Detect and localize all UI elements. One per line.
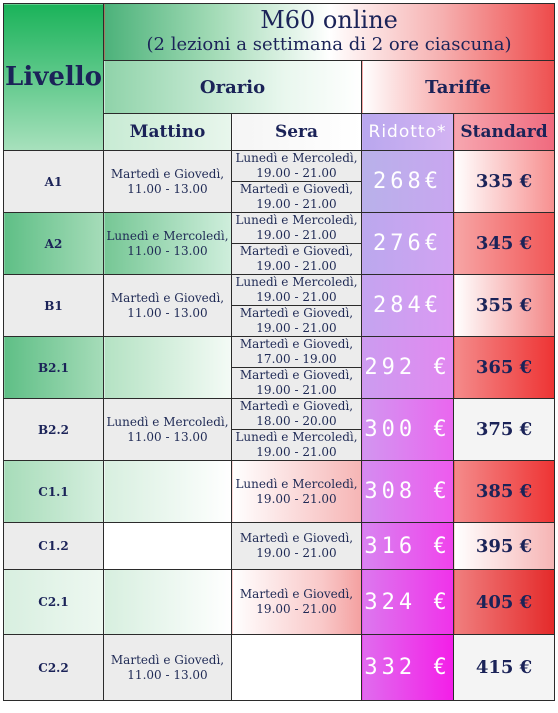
mattino-cell: Lunedì e Mercoledì, 11.00 - 13.00	[104, 399, 232, 461]
header-livello: Livello	[4, 4, 104, 151]
table-row	[4, 213, 555, 244]
sera-cell	[232, 635, 362, 701]
sera-cell: Martedì e Giovedì, 19.00 - 21.00	[232, 182, 362, 213]
standard-price: 385 €	[454, 461, 555, 523]
standard-price: 375 €	[454, 399, 555, 461]
sera-cell: Martedì e Giovedì, 18.00 - 20.00	[232, 399, 362, 430]
table-row	[4, 337, 555, 368]
mattino-cell	[104, 570, 232, 635]
standard-price: 345 €	[454, 213, 555, 275]
standard-price: 395 €	[454, 523, 555, 570]
header-tariffe: Tariffe	[362, 61, 555, 114]
table-row	[4, 275, 555, 306]
table-row	[4, 399, 555, 430]
level-cell: A1	[4, 151, 104, 213]
title-text: M60 online	[260, 6, 398, 34]
ridotto-price: 316 €	[362, 523, 454, 570]
level-cell: B1	[4, 275, 104, 337]
ridotto-price: 332 €	[362, 635, 454, 701]
sera-cell: Lunedì e Mercoledì, 19.00 - 21.00	[232, 213, 362, 244]
header-mattino: Mattino	[104, 114, 232, 151]
table-row	[4, 151, 555, 182]
sera-cell: Martedì e Giovedì, 19.00 - 21.00	[232, 244, 362, 275]
table-title	[104, 4, 555, 61]
level-cell: C1.2	[4, 523, 104, 570]
sera-cell: Lunedì e Mercoledì, 19.00 - 21.00	[232, 461, 362, 523]
sera-cell: Lunedì e Mercoledì, 19.00 - 21.00	[232, 275, 362, 306]
table-row	[4, 461, 555, 523]
sera-cell: Martedì e Giovedì, 19.00 - 21.00	[232, 368, 362, 399]
level-cell: C1.1	[4, 461, 104, 523]
mattino-cell	[104, 461, 232, 523]
level-cell: B2.2	[4, 399, 104, 461]
price-table	[3, 3, 555, 701]
header-ridotto: Ridotto*	[362, 114, 454, 151]
subtitle-text: (2 lezioni a settimana di 2 ore ciascuna)	[146, 34, 512, 55]
sera-cell: Martedì e Giovedì, 19.00 - 21.00	[232, 306, 362, 337]
level-cell: B2.1	[4, 337, 104, 399]
ridotto-price: 276€	[362, 213, 454, 275]
sera-cell: Martedì e Giovedì, 19.00 - 21.00	[232, 570, 362, 635]
mattino-cell: Martedì e Giovedì, 11.00 - 13.00	[104, 635, 232, 701]
ridotto-price: 292 €	[362, 337, 454, 399]
standard-price: 335 €	[454, 151, 555, 213]
standard-price: 405 €	[454, 570, 555, 635]
table-row	[4, 635, 555, 701]
sera-cell: Lunedì e Mercoledì, 19.00 - 21.00	[232, 151, 362, 182]
standard-price: 365 €	[454, 337, 555, 399]
ridotto-price: 284€	[362, 275, 454, 337]
level-cell: A2	[4, 213, 104, 275]
header-orario: Orario	[104, 61, 362, 114]
mattino-cell	[104, 337, 232, 399]
sera-cell: Lunedì e Mercoledì, 19.00 - 21.00	[232, 430, 362, 461]
level-cell: C2.1	[4, 570, 104, 635]
level-cell: C2.2	[4, 635, 104, 701]
sera-cell: Martedì e Giovedì, 17.00 - 19.00	[232, 337, 362, 368]
sera-cell: Martedì e Giovedì, 19.00 - 21.00	[232, 523, 362, 570]
table-row	[4, 570, 555, 635]
mattino-cell: Martedì e Giovedì, 11.00 - 13.00	[104, 151, 232, 213]
ridotto-price: 268€	[362, 151, 454, 213]
standard-price: 415 €	[454, 635, 555, 701]
ridotto-price: 308 €	[362, 461, 454, 523]
table-row	[4, 523, 555, 570]
header-sera: Sera	[232, 114, 362, 151]
ridotto-price: 324 €	[362, 570, 454, 635]
mattino-cell: Lunedì e Mercoledì, 11.00 - 13.00	[104, 213, 232, 275]
header-standard: Standard	[454, 114, 555, 151]
ridotto-price: 300 €	[362, 399, 454, 461]
standard-price: 355 €	[454, 275, 555, 337]
mattino-cell: Martedì e Giovedì, 11.00 - 13.00	[104, 275, 232, 337]
mattino-cell	[104, 523, 232, 570]
